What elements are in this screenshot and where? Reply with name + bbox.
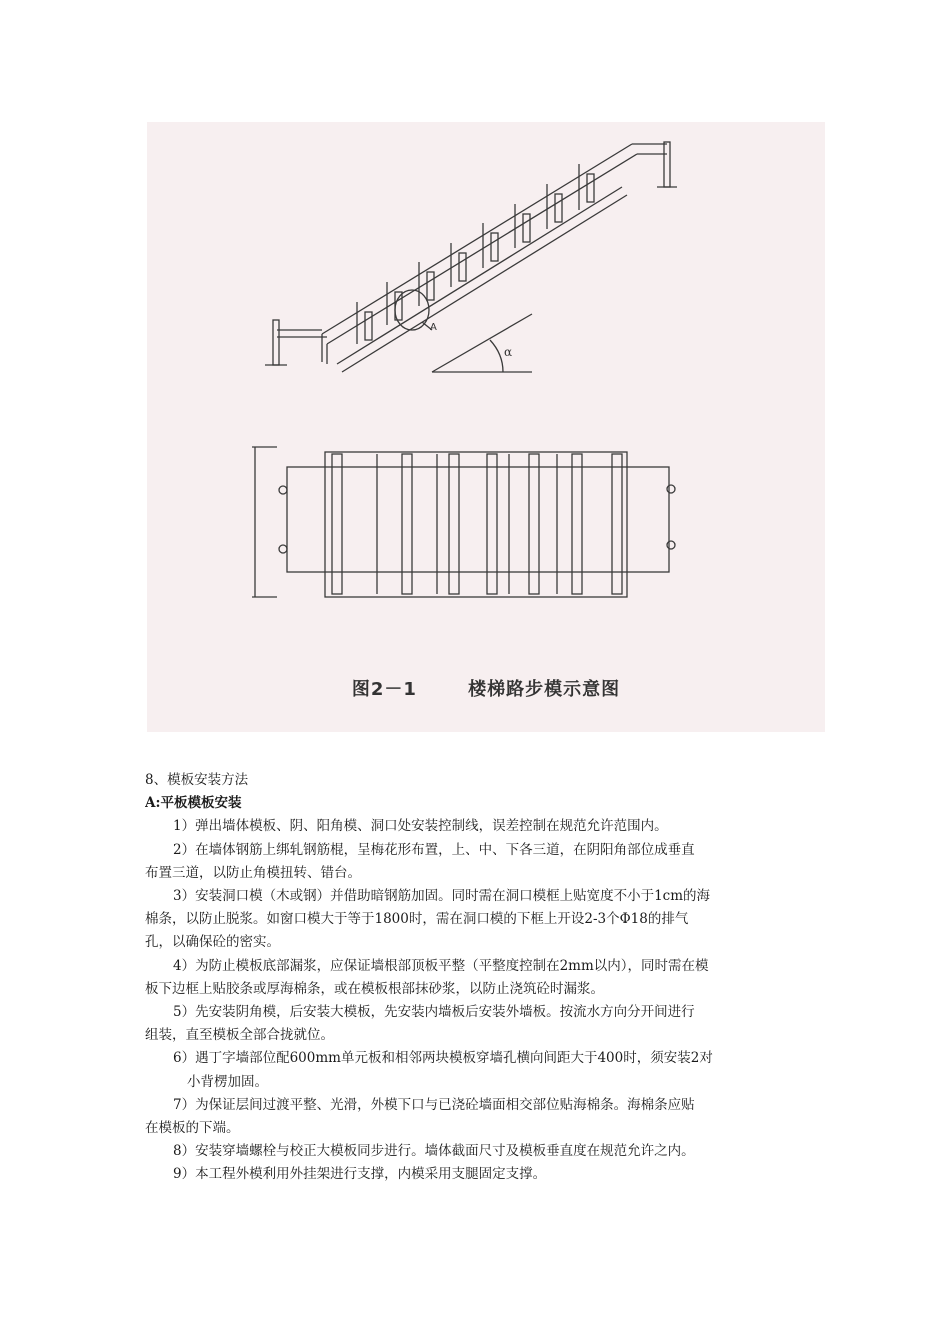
procedure-item-line: 8）安装穿墙螺栓与校正大模板同步进行。墙体截面尺寸及模板垂直度在规范允许之内。 [173, 1143, 695, 1160]
angle-label-alpha: α [504, 345, 513, 359]
procedure-item-line: 4）为防止模板底部漏浆，应保证墙根部顶板平整（平整度控制在2mm以内），同时需在模 [173, 957, 709, 974]
figure-caption [147, 675, 825, 701]
procedure-item-line: 9）本工程外模利用外挂架进行支撑，内模采用支腿固定支撑。 [173, 1166, 547, 1183]
detail-label-a: A [430, 322, 437, 333]
procedure-item-line: 7）为保证层间过渡平整、光滑，外模下口与已浇砼墙面相交部位贴海棉条。海棉条应贴 [173, 1096, 695, 1113]
document-body [145, 769, 805, 1187]
procedure-list [145, 815, 805, 1186]
procedure-item-line: 小背楞加固。 [187, 1073, 268, 1090]
procedure-item-line: 布置三道，以防止角模扭转、错台。 [145, 864, 361, 881]
step-clamps [357, 164, 594, 344]
stair-formwork-drawing [147, 122, 825, 732]
section-subheading: A:平板模板安装 [145, 795, 242, 812]
figure-caption-title: 楼梯路步模示意图 [468, 679, 621, 700]
plan-vertical-boards [332, 454, 622, 594]
procedure-item-line: 在模板的下端。 [145, 1120, 240, 1137]
procedure-item-line: 2）在墙体钢筋上绑轧钢筋棍，呈梅花形布置，上、中、下各三道，在阴阳角部位成垂直 [173, 841, 695, 858]
procedure-item-line: 1）弹出墙体模板、阴、阳角模、洞口处安装控制线，误差控制在规范允许范围内。 [173, 818, 668, 835]
procedure-item-line: 孔，以确保砼的密实。 [145, 934, 280, 951]
section-heading: 8、模板安装方法 [145, 772, 249, 788]
procedure-item-line: 6）遇丁字墙部位配600mm单元板和相邻两块模板穿墙孔横向间距大于400时，须安装2对 [173, 1050, 713, 1067]
stair-formwork-figure [147, 122, 825, 732]
procedure-item-line: 5）先安装阴角模，后安装大模板，先安装内墙板后安装外墙板。按流水方向分开间进行 [173, 1004, 695, 1021]
procedure-item-line: 组装，直至模板全部合拢就位。 [145, 1027, 334, 1044]
figure-caption-number: 图2－1 [351, 679, 417, 700]
procedure-item-line: 棉条，以防止脱浆。如窗口模大于等于1800时，需在洞口模的下框上开设2-3个Φ18的排气 [145, 911, 689, 928]
procedure-item-line: 3）安装洞口模（木或钢）并借助暗钢筋加固。同时需在洞口模框上贴宽度不小于1cm的海 [173, 888, 711, 905]
procedure-item-line: 板下边框上贴胶条或厚海棉条，或在模板根部抹砂浆，以防止浇筑砼时漏浆。 [145, 980, 604, 997]
